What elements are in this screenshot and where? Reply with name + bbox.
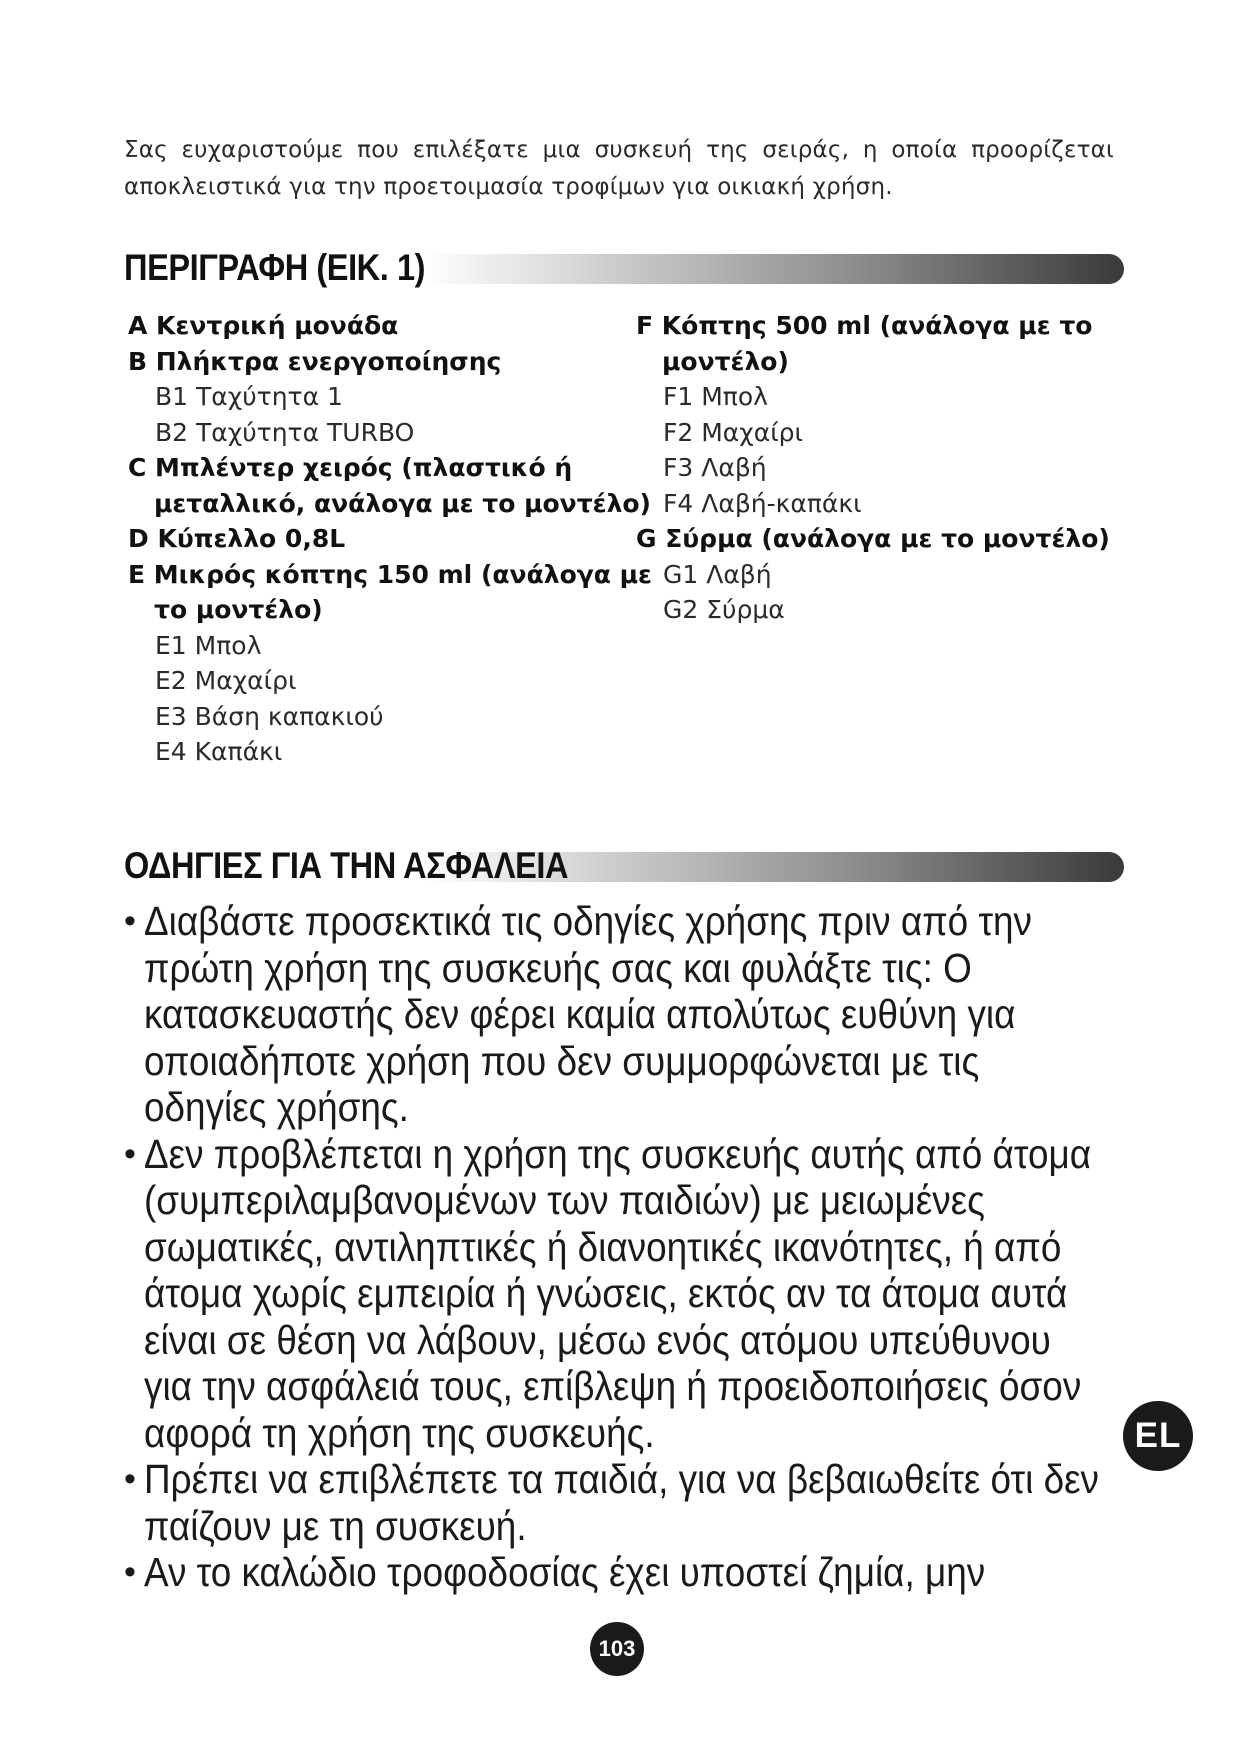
- part-E: E Μικρός κόπτης 150 ml (ανάλογα με: [128, 559, 652, 589]
- language-badge: EL: [1123, 1401, 1193, 1471]
- page-number: 103: [590, 1622, 644, 1676]
- part-B1: B1 Ταχύτητα 1: [155, 382, 343, 411]
- safety-line: οποιαδήποτε χρήση που δεν συμμορφώνεται με τις: [144, 1037, 980, 1084]
- part-C: C Μπλέντερ χειρός (πλαστικό ή: [128, 453, 573, 482]
- part-E1: E1 Μπολ: [155, 630, 262, 660]
- safety-line: σωματικές, αντιληπτικές ή διανοητικές ικανότητες, ή από: [144, 1223, 1062, 1270]
- part-B: B Πλήκτρα ενεργοποίησης: [128, 346, 502, 376]
- safety-line: Αν το καλώδιο τροφοδοσίας έχει υποστεί ζημία, μην: [144, 1549, 986, 1595]
- safety-line: είναι σε θέση να λάβουν, μέσω ενός ατόμου υπεύθυνου: [144, 1316, 1051, 1363]
- part-F-continued: μοντέλο): [662, 346, 789, 376]
- parts-list-right: [636, 308, 1110, 628]
- bullet-dot: •: [124, 1134, 136, 1173]
- part-B2: B2 Ταχύτητα TURBO: [155, 417, 415, 447]
- safety-line: Πρέπει να επιβλέπετε τα παιδιά, για να βεβαιωθείτε ότι δεν: [144, 1456, 1100, 1502]
- part-E4: E4 Καπάκι: [155, 737, 283, 766]
- safety-instructions: [124, 898, 1134, 1596]
- intro-line-2: αποκλειστικά για την προετοιμασία τροφίμων για οικιακή χρήση.: [124, 174, 893, 200]
- part-F4: F4 Λαβή-καπάκι: [663, 488, 862, 518]
- safety-line: πρώτη χρήση της συσκευής σας και φυλάξτε τις: Ο: [144, 944, 972, 991]
- safety-line: κατασκευαστής δεν φέρει καμία απολύτως ευθύνη για: [144, 991, 1016, 1037]
- part-F2: F2 Μαχαίρι: [663, 417, 803, 447]
- safety-bullet-3: [124, 1456, 1134, 1549]
- safety-line: παίζουν με τη συσκευή.: [144, 1502, 527, 1549]
- safety-heading-title: ΟΔΗΓΙΕΣ ΓΙΑ ΤΗΝ ΑΣΦΑΛΕΙΑ: [124, 845, 569, 886]
- part-G2: G2 Σύρμα: [663, 595, 785, 624]
- part-G1: G1 Λαβή: [663, 559, 772, 589]
- part-A: A Κεντρική μονάδα: [128, 311, 399, 340]
- safety-line: αφορά τη χρήση της συσκευής.: [144, 1409, 655, 1456]
- safety-bullet-2: [124, 1131, 1134, 1457]
- part-E-continued: το μοντέλο): [154, 595, 323, 624]
- intro-line-1: Σας ευχαριστούμε που επιλέξατε μια συσκευή της σειράς, η οποία προορίζεται: [124, 137, 1114, 163]
- part-D: D Κύπελλο 0,8L: [128, 524, 346, 553]
- intro-paragraph: [124, 132, 1114, 206]
- part-E3: E3 Βάση καπακιού: [155, 701, 384, 731]
- description-heading-title: ΠΕΡΙΓΡΑΦΗ (ΕΙΚ. 1): [124, 247, 426, 288]
- bullet-dot: •: [124, 902, 136, 940]
- bullet-dot: •: [124, 1460, 136, 1498]
- part-F: F Κόπτης 500 ml (ανάλογα με το: [636, 311, 1093, 340]
- safety-line: άτομα χωρίς εμπειρία ή γνώσεις, εκτός αν τα άτομα αυτά: [144, 1270, 1068, 1316]
- part-F3: F3 Λαβή: [663, 453, 767, 482]
- part-F1: F1 Μπολ: [663, 382, 768, 411]
- part-E2: E2 Μαχαίρι: [155, 666, 297, 695]
- bullet-dot: •: [124, 1553, 136, 1591]
- parts-list-left: [128, 308, 652, 770]
- description-heading: [124, 244, 1124, 292]
- safety-line: για την ασφάλειά τους, επίβλεψη ή προειδοποιήσεις όσον: [144, 1363, 1082, 1409]
- part-C-continued: μεταλλικό, ανάλογα με το μοντέλο): [154, 488, 651, 518]
- safety-line: οδηγίες χρήσης.: [144, 1084, 409, 1130]
- safety-line: (συμπεριλαμβανομένων των παιδιών) με μειωμένες: [144, 1177, 985, 1223]
- safety-line: Δεν προβλέπεται η χρήση της συσκευής αυτής από άτομα: [144, 1130, 1092, 1177]
- safety-line: Διαβάστε προσεκτικά τις οδηγίες χρήσης πριν από την: [144, 898, 1033, 944]
- safety-bullet-1: [124, 898, 1134, 1131]
- safety-heading: [124, 842, 1124, 890]
- safety-bullet-4: [124, 1549, 1134, 1596]
- part-G: G Σύρμα (ανάλογα με το μοντέλο): [636, 524, 1110, 553]
